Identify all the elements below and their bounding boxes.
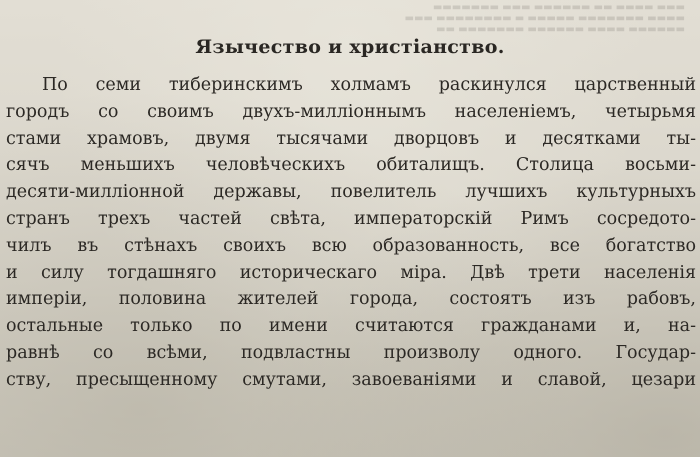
text-line: остальные только по имени считаются гражданами и, на-	[6, 316, 696, 337]
text-line: десяти-милліонной державы, повелитель лучшихъ культурныхъ	[6, 182, 696, 203]
text-line: стами храмовъ, двумя тысячами дворцовъ и десятками ты-	[6, 128, 696, 149]
text-line: ству, пресыщенному смутами, завоеваніями и славой, цезари	[6, 369, 696, 390]
text-line: имперіи, половина жителей города, состоятъ изъ рабовъ,	[6, 289, 696, 310]
body-paragraph	[6, 72, 696, 394]
text-line: чилъ въ стѣнахъ своихъ всю образованность, все богатство	[6, 235, 696, 256]
bleed-through-text: ▬▬▬ ▬▬▬▬ ▬▬ ▬▬▬▬▬▬ ▬▬▬ ▬▬▬▬▬▬▬ ▬▬▬▬ ▬▬▬▬▬▬▬ ▬▬▬▬▬ ▬ ▬▬▬▬▬▬▬▬ ▬▬▬ ▬▬▬▬▬▬ ▬▬▬▬ ▬▬▬▬▬▬ ▬▬▬▬▬▬▬ ▬▬	[404, 2, 685, 35]
text-line: По семи тиберинскимъ холмамъ раскинулся царственный	[42, 75, 696, 95]
text-line: городъ со своимъ двухъ-милліоннымъ населеніемъ, четырьмя	[6, 101, 696, 122]
text-line: и силу тогдашняго историческаго міра. Двѣ трети населенія	[6, 262, 696, 283]
text-line: сячъ меньшихъ человѣческихъ обиталищъ. Столица восьми-	[6, 155, 696, 176]
text-line: странъ трехъ частей свѣта, императорскій Римъ сосредото-	[6, 208, 696, 229]
chapter-title: Язычество и христіанство.	[195, 36, 505, 58]
text-line: равнѣ со всѣми, подвластны произволу одного. Государ-	[6, 342, 696, 363]
